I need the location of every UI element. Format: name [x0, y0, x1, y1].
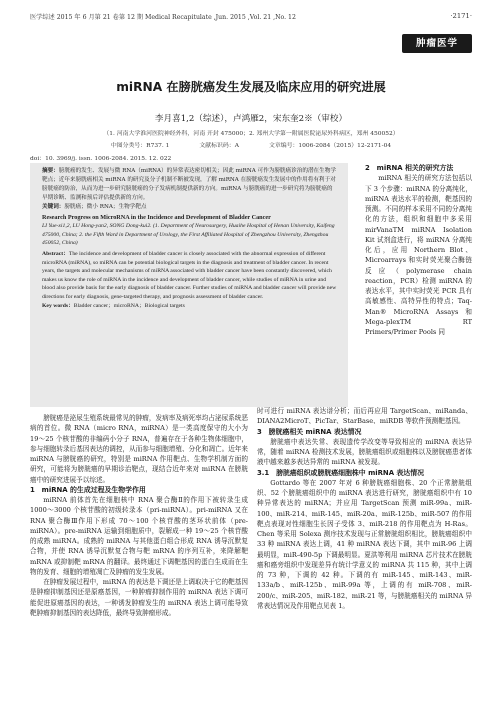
- section-3-1-paragraph: Gottardo 等在 2007 年对 6 种膀胱癌细胞株、20 个正常膀胱组织、52 个膀胱癌组织中的 miRNA 表达进行研究，膀胱癌组织中有 10 种异常表达的 miRNA；并应用 TargetScan 预测 miR-99a、miR-100、miR-214、miR-145、miR-20a、miR-125b、miR-507 的作用靶点表现对性细胞生长因子受体 3、miR-218 的作用靶点为 H-Ras。Chen 等采用 Solexa 测序技术发现与正常膀胱组织相比，膀胱癌组织中 33 种 miRNA 表达上调，41 种 miRNA 表达下调，其中 miR-96 上调最明显，miR-490-5p 下调最明显。夏洪等利用 miRNA 芯片技术在膀胱癌和癌旁组织中发现差异有统计学意义的 miRNA 共 115 种，其中上调的 73 种，下调的 42 种。下调的有 miR-145、miR-143、miR-133a/b、miR-125b、miR-99a 等，上调的有 miR-708、miR-200/c、miR-205、miR-182、miR-21 等，与膀胱癌相关的 miRNA 异常表达情况及作用靶点见表 1。: [257, 478, 472, 610]
- keywords-cn-label: 关键词：: [42, 203, 65, 210]
- section-2-text: miRNA 相关的研究方法包括以下 3 个步骤：miRNA 的分离纯化，miRNA 表达水平的检测，靶基因的预测。不同的样本采用不同的分离纯化的方法，组织和细胞中多采用 mirVanaTM miRNA Isolation Kit 试剂盒进行，将 miRNA 分离纯化后，应用 Northern Blot、Microarrays 和实时荧光聚合酶链反应（polymerase chain reaction，PCR）检测 miRNA 的表达水平，其中实时荧光 PCR 具有高敏感性、高特异性的特点；Taq-Man® MicroRNA Assays 和 Mega-plexTM RT Primers/Primer Pools 同: [365, 174, 472, 336]
- section-3-1-heading: 3.1 膀胱癌组织或膀胱癌细胞株中 miRNA 表达情况: [257, 468, 424, 477]
- keywords-en-label: Key words：: [42, 302, 74, 309]
- abstract-en: [42, 250, 338, 302]
- running-head: [30, 12, 472, 21]
- section-2-continuation: 时可进行 miRNA 表达谱分析；而后再应用 TargetScan、miRanda、DIANA2MicroT、PicTar、StarBase、miRDB 等软件预测靶基因。: [257, 407, 472, 426]
- abstract-box: [30, 163, 348, 407]
- section-3-heading: 3 膀胱癌相关 miRNA 表达情况: [257, 427, 362, 436]
- abstract-en-authors: LI Yue-xi1,2, LU Hong-yan2, SONG Dong-kui2. (1. Department of Neurosurgery, Huaihe Hospital of Henan University, Kaifeng 475000, China; 2. the Fifth Ward in Department of Urology, the First Affiliated Hospital of Zhengzhou University, Zhengzhou 450052, China): [42, 223, 335, 247]
- keywords-en: [42, 302, 338, 311]
- document-code: 文献标识码：A: [199, 143, 239, 149]
- article-authors: 李月喜1,2（综述），卢鸿雁2，宋东奎2※（审校）: [154, 114, 348, 124]
- article-affiliation: （1. 河南大学淮河医院神经外科，河南 开封 475000；2. 郑州大学第一附属医院泌尿外科病区，郑州 450052）: [103, 131, 399, 137]
- journal-citation: 医学综述 2015 年 6 月第 21 卷第 12 期 Medical Recapitulate ,Jun. 2015 ,Vol. 21 ,No. 12: [30, 14, 296, 21]
- classification-row: [30, 140, 472, 149]
- article-number: 文章编号：1006-2084（2015）12-2171-04: [268, 143, 392, 149]
- section-badge: 肿瘤医学: [402, 34, 472, 53]
- section-1-paragraph-1: miRNA 前体首先在细胞核中 RNA 聚合酶Ⅱ的作用下被转录生成 1000～3000 个核苷酸的初级转录本（pri-miRNA）。pri-miRNA 又在 RNA 聚合酶Ⅲ作用下形成 70～100 个核苷酸的茎环状前体（pre-miRNA）。pre-miRNA 运输到细胞质中，裂解成一种 19～25 个核苷酸的成熟 miRNA。成熟的 miRNA 与其他蛋白组合形成 RNA 诱导沉默复合物，并使 RNA 诱导沉默复合物与靶 mRNA 的序列互补，来降解靶 mRNA 或抑制靶 mRNA 的翻译。最终通过下调靶基因的蛋白生成而在生物的发育、细胞的增殖凋亡及肿瘤的发生发展。: [30, 496, 248, 576]
- abstract-cn-label: 摘要：: [42, 168, 59, 174]
- page-number: ·2171·: [450, 12, 472, 20]
- section-1-paragraph-2: 在肿瘤发展过程中，miRNA 的表达是下调还是上调取决于它的靶基因是肿瘤抑制基因还是原癌基因，一种肿瘤抑制作用的 miRNA 表达下调可能促进原癌基因的表达，一种诱发肿瘤发生的 miRNA 表达上调可能导致靶肿瘤抑制基因的表达降低，最终导致肿瘤形成。: [30, 578, 248, 617]
- clc-number: 中图分类号：R737. 1: [110, 143, 170, 149]
- abstract-cn: [42, 167, 338, 203]
- keywords-cn-text: 膀胱癌；微小 RNA；生物学靶点: [64, 203, 147, 210]
- keywords-cn: [42, 203, 338, 212]
- doi: doi：10. 3969/j. issn. 1006-2084. 2015. 12. 022: [30, 156, 172, 162]
- abstract-en-label: Abstract：: [42, 251, 69, 258]
- intro-paragraph: 膀胱癌是泌尿生殖系统最常见的肿瘤，发病率及病死率均占泌尿系统恶病的首位。微 RNA（micro RNA，miRNA）是一类高度保守的大小为 19～25 个核苷酸的非编码小分子 RNA，普遍存在于各种生物体细胞中，参与细胞转录后基因表达的调控，从而参与细胞增殖、分化和凋亡。近年来 miRNA 与膀胱癌的研究，特别是 miRNA 作用靶点、生物学机制方面的研究，可能将为膀胱癌的早期诊治靶点，现结合近年来对 miRNA 在膀胱癌中的研究进展予以综述。: [30, 414, 248, 484]
- right-column-bottom: [257, 406, 472, 611]
- keywords-en-text: Bladder cancer；microRNA；Biological targets: [73, 302, 185, 309]
- article-title: miRNA 在膀胱癌发生发展及临床应用的研究进展: [116, 80, 386, 94]
- section-3-paragraph: 膀胱癌中表达失常、表现遗传学改变等导致相应的 miRNA 表达异常，随着 miRNA 检测技术发展，膀胱癌组织或细胞株以及膀胱癌患者体液中越来越多表达异常的 miRNA 被发现。: [257, 437, 472, 467]
- section-2-heading: 2 miRNA 相关的研究方法: [365, 164, 454, 172]
- abstract-en-title: Research Progress on MicroRNA in the Incidence and Development of Bladder Cancer: [42, 213, 271, 221]
- abstract-en-text: The incidence and development of bladder cancer is closely associated with the abnormal expression of different microRNA (miRNA), so miRNA can be potential biological targets in the diagnosis and treatment of bladder cancer. In recent years, the targets and molecular mechanisms of miRNA associated with bladder cancer have been constantly discovered, which makes us know the role of miRNA in the incidence and development of bladder cancer, while studies of miRNA in urine and blood also provide basis for the early diagnosis of bladder cancer. Further studies of miRNA and bladder cancer will provide new directions for early diagnosis, gene-targeted therapy, and prognosis assessment of bladder cancer.: [42, 251, 337, 300]
- left-column-body: [30, 413, 248, 618]
- abstract-cn-text: 膀胱癌的发生、发展与微 RNA（miRNA）的异常表达密切相关；因此 miRNA 可作为膀胱癌诊治的潜在生物学靶点；近年来膀胱癌相关 miRNA 的研究及分子机制不断被发现，了解 miRNA 在膀胱癌发生发展中的作用将有利于对膀胱癌的防治，从而为进一步研究膀胱癌的分子发病机制提供新的方向。miRNA 与膀胱癌的进一步研究将为膀胱癌的早期诊断、监测和预后评估提供新的方向。: [42, 168, 336, 201]
- section-1-heading: 1 miRNA 的生成过程及生物学作用: [30, 485, 146, 494]
- right-column-top: [365, 163, 472, 337]
